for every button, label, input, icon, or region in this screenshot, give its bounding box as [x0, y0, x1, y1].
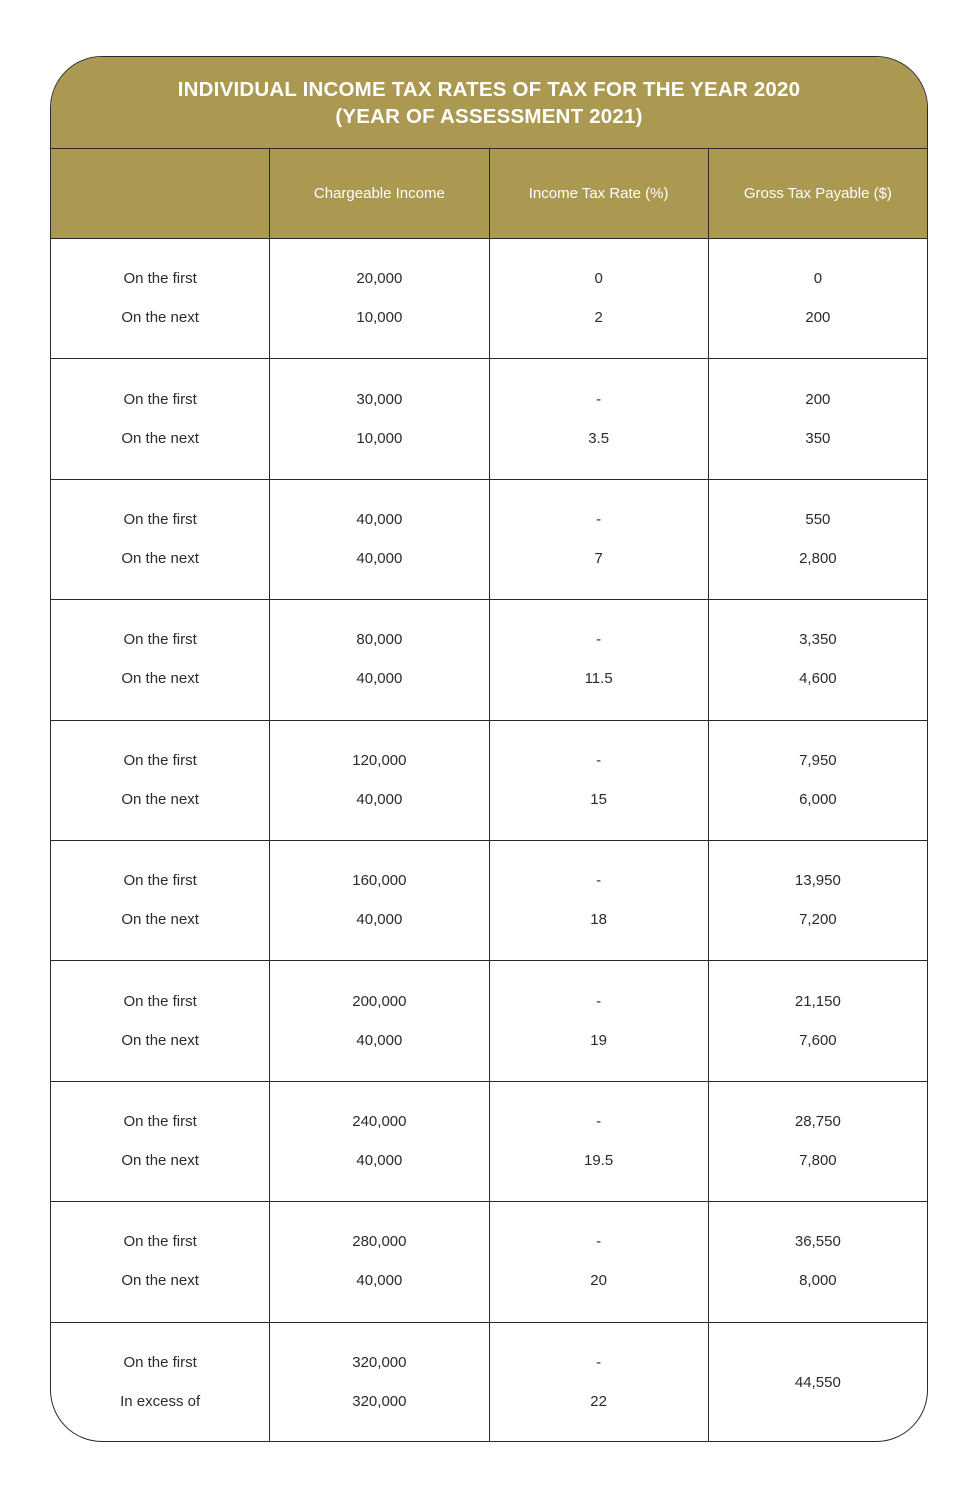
- table-body: [51, 239, 927, 1442]
- cell-value: -: [596, 510, 602, 528]
- cell-value: 10,000: [356, 429, 403, 447]
- cell-value: On the next: [121, 1031, 199, 1049]
- row-label-cell: [51, 961, 270, 1080]
- cell-value: 3.5: [588, 429, 610, 447]
- table-row: [51, 961, 927, 1081]
- cell-value: On the first: [123, 1112, 197, 1130]
- cell-value: -: [596, 1354, 602, 1372]
- cell-value: 15: [590, 790, 607, 808]
- income-tax-rate-cell: [490, 1202, 709, 1321]
- income-tax-rate-cell: [490, 359, 709, 478]
- cell-value: On the first: [123, 751, 197, 769]
- cell-value: 40,000: [356, 549, 403, 567]
- cell-value: 0: [813, 270, 823, 288]
- income-tax-rate-cell: [490, 239, 709, 358]
- cell-value: On the first: [123, 390, 197, 408]
- cell-value: In excess of: [120, 1393, 201, 1411]
- cell-value: 4,600: [799, 670, 837, 688]
- cell-value: 40,000: [356, 1031, 403, 1049]
- cell-value: -: [596, 1112, 602, 1130]
- cell-value: 7,200: [799, 911, 837, 929]
- row-label-cell: [51, 480, 270, 599]
- column-header-income-tax-rate: Income Tax Rate (%): [490, 149, 709, 238]
- gross-tax-payable-cell: [709, 600, 927, 719]
- table-row: [51, 1082, 927, 1202]
- column-header-label: [51, 149, 270, 238]
- tax-rates-table: [50, 56, 928, 1442]
- gross-tax-payable-cell: [709, 841, 927, 960]
- chargeable-income-cell: [270, 1082, 489, 1201]
- cell-value: On the next: [121, 1272, 199, 1290]
- cell-value: On the first: [123, 631, 197, 649]
- cell-value: 550: [805, 510, 831, 528]
- gross-tax-payable-cell: [709, 359, 927, 478]
- cell-value: On the next: [121, 429, 199, 447]
- cell-value: 280,000: [352, 1233, 407, 1251]
- gross-tax-payable-cell: [709, 1202, 927, 1321]
- cell-value: 11.5: [584, 670, 613, 688]
- cell-value: 6,000: [799, 790, 837, 808]
- cell-value: 40,000: [356, 670, 403, 688]
- gross-tax-payable-cell: [709, 721, 927, 840]
- cell-value: 7,600: [799, 1031, 837, 1049]
- cell-value: -: [596, 1233, 602, 1251]
- row-label-cell: [51, 239, 270, 358]
- cell-value: -: [596, 751, 602, 769]
- cell-value: 44,550: [794, 1373, 841, 1391]
- table-title: [51, 57, 927, 149]
- cell-value: 20,000: [356, 270, 403, 288]
- gross-tax-payable-cell: [709, 1323, 927, 1442]
- cell-value: 200: [805, 390, 831, 408]
- cell-value: On the next: [121, 309, 199, 327]
- table-row: [51, 239, 927, 359]
- cell-value: 36,550: [794, 1233, 841, 1251]
- cell-value: 18: [590, 911, 607, 929]
- cell-value: 22: [590, 1393, 607, 1411]
- cell-value: 3,350: [799, 631, 837, 649]
- cell-value: 40,000: [356, 911, 403, 929]
- cell-value: 2: [594, 309, 603, 327]
- cell-value: 21,150: [794, 992, 841, 1010]
- cell-value: 240,000: [352, 1112, 407, 1130]
- cell-value: 8,000: [799, 1272, 837, 1290]
- table-row: [51, 1323, 927, 1442]
- cell-value: 350: [805, 429, 831, 447]
- cell-value: 7: [594, 549, 603, 567]
- income-tax-rate-cell: [490, 600, 709, 719]
- cell-value: 200,000: [352, 992, 407, 1010]
- chargeable-income-cell: [270, 359, 489, 478]
- cell-value: On the next: [121, 549, 199, 567]
- cell-value: On the first: [123, 1233, 197, 1251]
- cell-value: 7,950: [799, 751, 837, 769]
- cell-value: 7,800: [799, 1151, 837, 1169]
- cell-value: 13,950: [794, 872, 841, 890]
- chargeable-income-cell: [270, 600, 489, 719]
- row-label-cell: [51, 721, 270, 840]
- cell-value: 28,750: [794, 1112, 841, 1130]
- cell-value: On the first: [123, 1354, 197, 1372]
- cell-value: -: [596, 390, 602, 408]
- row-label-cell: [51, 1202, 270, 1321]
- gross-tax-payable-cell: [709, 961, 927, 1080]
- cell-value: 160,000: [352, 872, 407, 890]
- cell-value: On the first: [123, 992, 197, 1010]
- income-tax-rate-cell: [490, 961, 709, 1080]
- cell-value: On the next: [121, 1151, 199, 1169]
- cell-value: -: [596, 872, 602, 890]
- cell-value: On the next: [121, 670, 199, 688]
- chargeable-income-cell: [270, 721, 489, 840]
- cell-value: 19: [590, 1031, 607, 1049]
- cell-value: On the first: [123, 872, 197, 890]
- cell-value: 40,000: [356, 1151, 403, 1169]
- cell-value: 40,000: [356, 1272, 403, 1290]
- title-line-2: (YEAR OF ASSESSMENT 2021): [335, 104, 643, 128]
- income-tax-rate-cell: [490, 1323, 709, 1442]
- row-label-cell: [51, 1323, 270, 1442]
- chargeable-income-cell: [270, 961, 489, 1080]
- cell-value: On the first: [123, 510, 197, 528]
- chargeable-income-cell: [270, 1202, 489, 1321]
- cell-value: 2,800: [799, 549, 837, 567]
- gross-tax-payable-cell: [709, 1082, 927, 1201]
- table-row: [51, 841, 927, 961]
- chargeable-income-cell: [270, 841, 489, 960]
- income-tax-rate-cell: [490, 841, 709, 960]
- cell-value: 320,000: [352, 1393, 407, 1411]
- cell-value: 200: [805, 309, 831, 327]
- cell-value: 10,000: [356, 309, 403, 327]
- row-label-cell: [51, 359, 270, 478]
- row-label-cell: [51, 1082, 270, 1201]
- title-line-1: INDIVIDUAL INCOME TAX RATES OF TAX FOR THE YEAR 2020: [177, 77, 801, 101]
- cell-value: On the next: [121, 911, 199, 929]
- table-row: [51, 721, 927, 841]
- gross-tax-payable-cell: [709, 239, 927, 358]
- column-header-chargeable-income: Chargeable Income: [270, 149, 489, 238]
- cell-value: -: [596, 992, 602, 1010]
- cell-value: 0: [594, 270, 603, 288]
- table-row: [51, 359, 927, 479]
- table-row: [51, 600, 927, 720]
- cell-value: On the first: [123, 270, 197, 288]
- cell-value: On the next: [121, 790, 199, 808]
- table-row: [51, 480, 927, 600]
- cell-value: -: [596, 631, 602, 649]
- cell-value: 120,000: [352, 751, 407, 769]
- cell-value: 40,000: [356, 790, 403, 808]
- row-label-cell: [51, 600, 270, 719]
- chargeable-income-cell: [270, 239, 489, 358]
- chargeable-income-cell: [270, 1323, 489, 1442]
- table-row: [51, 1202, 927, 1322]
- cell-value: 40,000: [356, 510, 403, 528]
- cell-value: 30,000: [356, 390, 403, 408]
- column-header-gross-tax-payable: Gross Tax Payable ($): [743, 185, 892, 202]
- chargeable-income-cell: [270, 480, 489, 599]
- cell-value: 80,000: [356, 631, 403, 649]
- income-tax-rate-cell: [490, 1082, 709, 1201]
- column-header-row: [51, 149, 927, 239]
- gross-tax-payable-cell: [709, 480, 927, 599]
- row-label-cell: [51, 841, 270, 960]
- income-tax-rate-cell: [490, 480, 709, 599]
- cell-value: 19.5: [584, 1151, 614, 1169]
- cell-value: 320,000: [352, 1354, 407, 1372]
- income-tax-rate-cell: [490, 721, 709, 840]
- cell-value: 20: [590, 1272, 607, 1290]
